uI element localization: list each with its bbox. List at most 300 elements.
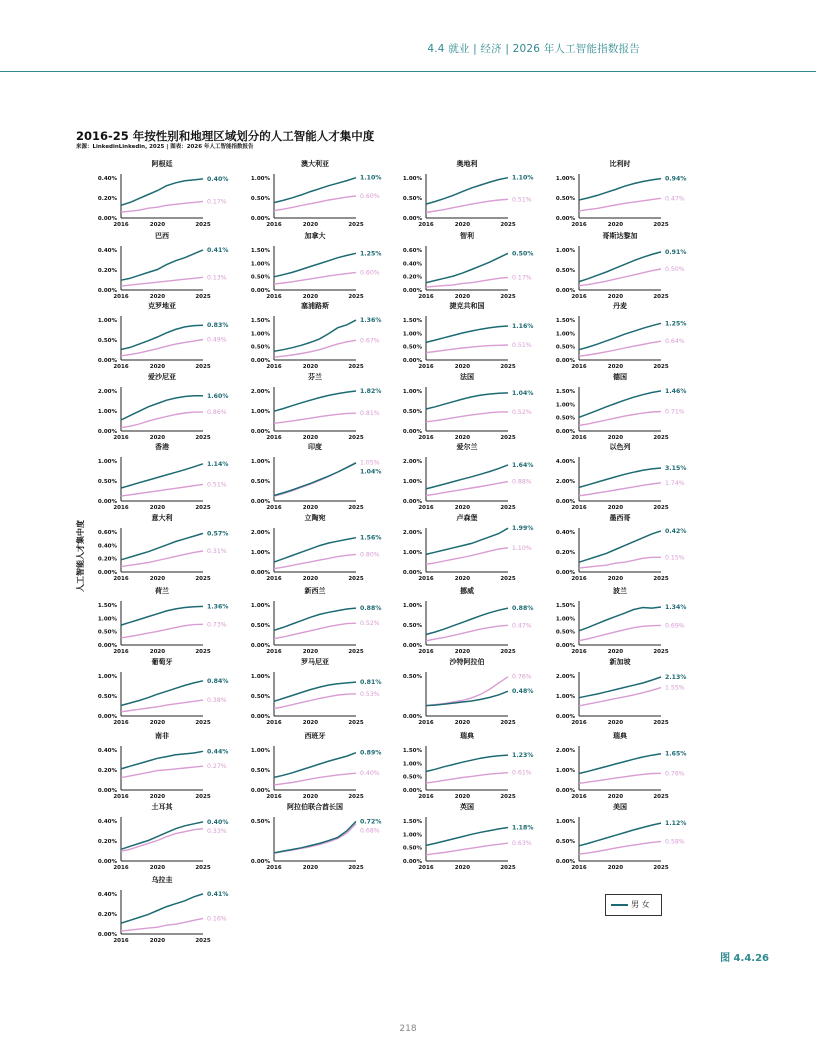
y-tick-label: 0.50% xyxy=(250,694,270,700)
x-tick-label: 2016 xyxy=(571,576,587,582)
x-tick-label: 2025 xyxy=(348,505,364,511)
y-tick-label: 0.20% xyxy=(97,556,117,563)
x-tick-label: 2025 xyxy=(653,435,669,441)
data-label-female: 0.71% xyxy=(665,408,685,416)
y-tick-label: 0.50% xyxy=(250,623,270,629)
data-label-female: 0.49% xyxy=(207,336,227,344)
y-tick-label: 0.50% xyxy=(402,409,422,415)
y-tick-label: 1.00% xyxy=(555,331,575,338)
y-tick-label: 1.00% xyxy=(250,331,270,338)
y-tick-label: 1.00% xyxy=(402,479,422,485)
y-tick-label: 1.00% xyxy=(250,176,270,182)
data-label-male: 0.50% xyxy=(512,250,534,258)
series-line-female xyxy=(274,196,356,211)
x-tick-label: 2025 xyxy=(195,794,211,800)
x-tick-label: 2016 xyxy=(571,364,587,370)
panel-title: 南非 xyxy=(155,732,169,740)
y-tick-label: 1.00% xyxy=(402,389,422,395)
series-line-male xyxy=(274,538,356,562)
series-line-male xyxy=(426,393,508,409)
x-tick-label: 2016 xyxy=(113,576,129,582)
x-tick-label: 2025 xyxy=(195,435,211,441)
series-line-male xyxy=(579,252,661,282)
panel-title: 乌拉圭 xyxy=(151,876,173,884)
x-tick-label: 2016 xyxy=(418,364,434,370)
y-tick-label: 1.00% xyxy=(555,694,575,700)
legend-line-swatch xyxy=(611,904,628,906)
y-tick-label: 0.20% xyxy=(97,912,117,918)
chart-panel xyxy=(403,301,534,370)
y-tick-label: 0.50% xyxy=(555,268,575,274)
x-tick-label: 2025 xyxy=(653,649,669,655)
x-tick-label: 2020 xyxy=(607,865,624,871)
x-tick-label: 2025 xyxy=(348,435,364,441)
series-line-male xyxy=(579,323,661,349)
y-tick-label: 0.00% xyxy=(402,358,422,364)
panel-title: 阿拉伯联合酋长国 xyxy=(287,803,343,811)
y-tick-label: 0.40% xyxy=(97,543,117,550)
data-label-male: 0.88% xyxy=(360,605,382,613)
x-tick-label: 2020 xyxy=(607,222,624,228)
x-tick-label: 2020 xyxy=(302,505,319,511)
data-label-male: 0.57% xyxy=(207,530,229,538)
data-label-male: 1.18% xyxy=(512,824,534,832)
series-line-male xyxy=(426,691,508,705)
data-label-female: 0.51% xyxy=(207,481,227,489)
panel-title: 奥地利 xyxy=(456,160,478,168)
y-tick-label: 0.20% xyxy=(97,768,117,774)
data-label-female: 0.67% xyxy=(360,337,380,345)
series-line-male xyxy=(426,465,508,489)
series-line-male xyxy=(274,463,356,496)
y-tick-label: 0.00% xyxy=(402,499,422,505)
y-tick-label: 1.50% xyxy=(555,318,575,324)
x-tick-label: 2020 xyxy=(607,576,624,582)
data-label-male: 0.91% xyxy=(665,248,687,256)
y-tick-label: 0.50% xyxy=(555,344,575,351)
panel-title: 捷克共和国 xyxy=(449,302,485,310)
x-tick-label: 2025 xyxy=(195,364,211,370)
x-tick-label: 2016 xyxy=(418,505,434,511)
series-line-female xyxy=(121,918,203,931)
page-number: 218 xyxy=(399,1024,417,1034)
series-line-male xyxy=(579,607,661,631)
series-line-male xyxy=(121,894,203,923)
data-label-male: 1.36% xyxy=(207,603,229,611)
data-label-female: 0.76% xyxy=(665,770,685,778)
data-label-male: 1.82% xyxy=(360,387,382,395)
series-line-male xyxy=(426,528,508,554)
chart-panel xyxy=(98,231,229,300)
data-label-male: 0.42% xyxy=(665,527,687,535)
series-line-female xyxy=(579,412,661,426)
x-tick-label: 2025 xyxy=(500,649,516,655)
series-line-female xyxy=(426,278,508,288)
x-tick-label: 2020 xyxy=(302,794,319,800)
y-tick-label: 1.00% xyxy=(97,616,117,623)
x-tick-label: 2016 xyxy=(418,794,434,800)
x-tick-label: 2020 xyxy=(149,364,166,370)
data-label-female: 0.15% xyxy=(665,554,685,562)
series-line-male xyxy=(274,821,356,852)
x-tick-label: 2020 xyxy=(302,865,319,871)
y-tick-label: 1.00% xyxy=(555,768,575,774)
data-label-male: 1.04% xyxy=(360,468,382,476)
panel-title: 克罗地亚 xyxy=(148,302,176,310)
y-tick-label: 0.50% xyxy=(97,694,117,700)
x-tick-label: 2025 xyxy=(500,435,516,441)
series-line-male xyxy=(426,755,508,771)
series-line-male xyxy=(426,608,508,634)
y-tick-label: 0.20% xyxy=(97,268,117,274)
x-tick-label: 2025 xyxy=(348,720,364,726)
y-tick-label: 0.50% xyxy=(250,819,270,825)
series-line-female xyxy=(579,688,661,706)
y-tick-label: 0.20% xyxy=(555,550,575,556)
chart-panel xyxy=(251,301,382,370)
y-tick-label: 2.00% xyxy=(402,459,422,465)
y-tick-label: 0.20% xyxy=(402,274,422,281)
x-tick-label: 2016 xyxy=(571,505,587,511)
x-tick-label: 2025 xyxy=(500,364,516,370)
y-tick-label: 0.50% xyxy=(555,196,575,202)
x-tick-label: 2025 xyxy=(500,294,516,300)
x-tick-label: 2025 xyxy=(195,938,211,944)
y-tick-label: 0.50% xyxy=(555,629,575,636)
y-tick-label: 0.00% xyxy=(97,932,117,938)
series-line-female xyxy=(579,483,661,496)
x-tick-label: 2020 xyxy=(302,435,319,441)
legend xyxy=(605,894,662,916)
x-tick-label: 2016 xyxy=(571,865,587,871)
y-tick-label: 0.00% xyxy=(555,859,575,865)
series-line-female xyxy=(121,201,203,212)
chart-panel xyxy=(98,442,229,511)
x-tick-label: 2020 xyxy=(149,938,166,944)
x-tick-label: 2020 xyxy=(454,794,471,800)
chart-panel xyxy=(403,442,534,511)
data-label-female: 0.68% xyxy=(360,827,380,835)
x-tick-label: 2016 xyxy=(266,364,282,370)
y-tick-label: 0.50% xyxy=(97,479,117,485)
data-label-female: 0.69% xyxy=(665,622,685,630)
y-tick-label: 1.00% xyxy=(402,603,422,609)
panel-title: 爱尔兰 xyxy=(456,443,478,451)
x-tick-label: 2020 xyxy=(149,294,166,300)
y-tick-label: 0.00% xyxy=(250,788,270,794)
series-line-female xyxy=(274,694,356,709)
panel-title: 瑞典 xyxy=(613,732,627,740)
series-line-male xyxy=(121,751,203,769)
x-tick-label: 2025 xyxy=(348,576,364,582)
chart-panel xyxy=(251,586,382,655)
y-tick-label: 1.50% xyxy=(555,603,575,609)
data-label-male: 1.25% xyxy=(360,250,382,258)
data-label-male: 1.12% xyxy=(665,820,687,828)
series-line-female xyxy=(121,624,203,638)
series-line-female xyxy=(426,345,508,353)
x-tick-label: 2025 xyxy=(653,364,669,370)
chart-panel xyxy=(556,586,687,655)
chart-panel xyxy=(403,657,534,726)
x-tick-label: 2020 xyxy=(149,865,166,871)
series-line-male xyxy=(579,391,661,417)
panel-title: 波兰 xyxy=(613,587,627,595)
panel-title: 塞浦路斯 xyxy=(301,302,329,310)
data-label-male: 0.40% xyxy=(207,175,229,183)
x-tick-label: 2020 xyxy=(607,649,624,655)
y-tick-label: 1.00% xyxy=(555,616,575,623)
x-tick-label: 2025 xyxy=(500,794,516,800)
x-tick-label: 2020 xyxy=(149,505,166,511)
series-line-male xyxy=(579,677,661,698)
x-tick-label: 2020 xyxy=(607,720,624,726)
y-tick-label: 0.20% xyxy=(97,196,117,202)
x-tick-label: 2016 xyxy=(113,938,129,944)
series-line-male xyxy=(121,396,203,420)
data-label-female: 0.76% xyxy=(512,673,532,681)
x-tick-label: 2020 xyxy=(302,294,319,300)
y-tick-label: 2.00% xyxy=(97,389,117,395)
x-tick-label: 2025 xyxy=(195,576,211,582)
y-tick-label: 1.00% xyxy=(97,674,117,680)
series-line-male xyxy=(579,754,661,774)
chart-panel xyxy=(403,372,534,441)
series-line-female xyxy=(426,199,508,212)
y-tick-label: 0.00% xyxy=(250,643,270,649)
y-tick-label: 0.40% xyxy=(402,261,422,268)
y-tick-label: 0.00% xyxy=(402,788,422,794)
data-label-female: 0.52% xyxy=(360,620,380,628)
y-tick-label: 0.00% xyxy=(97,643,117,649)
series-line-female xyxy=(579,198,661,211)
y-tick-label: 1.00% xyxy=(250,674,270,680)
y-tick-label: 0.00% xyxy=(555,499,575,505)
chart-title: 2016-25 年按性别和地理区域划分的人工智能人才集中度 xyxy=(76,129,375,143)
x-tick-label: 2025 xyxy=(195,649,211,655)
series-line-male xyxy=(274,178,356,203)
data-label-female: 0.53% xyxy=(360,690,380,698)
series-line-female xyxy=(426,773,508,783)
data-label-male: 1.14% xyxy=(207,460,229,468)
panel-title: 西班牙 xyxy=(304,732,326,740)
legend-label: 男 女 xyxy=(631,900,650,909)
x-tick-label: 2016 xyxy=(266,794,282,800)
panel-title: 印度 xyxy=(308,443,322,451)
data-label-female: 0.47% xyxy=(665,195,685,203)
chart-panel xyxy=(556,442,687,511)
x-tick-label: 2016 xyxy=(266,435,282,441)
data-label-male: 3.15% xyxy=(665,465,687,472)
y-tick-label: 0.00% xyxy=(402,429,422,435)
panel-title: 爱沙尼亚 xyxy=(148,373,176,381)
panel-title: 新西兰 xyxy=(304,587,326,595)
chart-panel xyxy=(251,731,382,800)
y-tick-label: 1.00% xyxy=(250,550,270,556)
x-tick-label: 2025 xyxy=(195,720,211,726)
panel-title: 香港 xyxy=(155,443,169,451)
panel-title: 墨西哥 xyxy=(609,514,631,522)
x-tick-label: 2020 xyxy=(607,294,624,300)
data-label-female: 0.38% xyxy=(207,697,227,705)
y-tick-label: 0.40% xyxy=(555,530,575,536)
x-tick-label: 2025 xyxy=(653,720,669,726)
panel-title: 意大利 xyxy=(151,514,173,522)
data-label-female: 0.60% xyxy=(360,269,380,277)
x-tick-label: 2025 xyxy=(500,865,516,871)
x-tick-label: 2025 xyxy=(348,649,364,655)
y-tick-label: 0.50% xyxy=(97,338,117,344)
x-tick-label: 2016 xyxy=(418,576,434,582)
chart-panel xyxy=(556,657,687,726)
y-tick-label: 0.00% xyxy=(402,859,422,865)
y-tick-label: 1.00% xyxy=(250,409,270,415)
y-tick-label: 1.00% xyxy=(402,176,422,182)
series-line-male xyxy=(121,464,203,488)
x-tick-label: 2020 xyxy=(454,865,471,871)
chart-panel xyxy=(98,802,229,871)
series-line-male xyxy=(121,250,203,280)
y-tick-label: 0.40% xyxy=(97,748,117,754)
series-line-female xyxy=(121,340,203,356)
y-tick-label: 0.00% xyxy=(97,499,117,505)
x-tick-label: 2016 xyxy=(113,720,129,726)
series-line-female xyxy=(426,548,508,565)
x-tick-label: 2025 xyxy=(348,794,364,800)
y-tick-label: 0.00% xyxy=(555,643,575,649)
chart-panel xyxy=(98,372,229,441)
data-label-male: 0.44% xyxy=(207,748,229,756)
y-tick-label: 0.50% xyxy=(250,479,270,485)
series-line-female xyxy=(121,829,203,852)
y-tick-label: 0.00% xyxy=(555,358,575,364)
x-tick-label: 2025 xyxy=(348,222,364,228)
x-tick-label: 2025 xyxy=(653,576,669,582)
chart-panel xyxy=(403,802,534,871)
y-tick-label: 0.00% xyxy=(555,570,575,576)
y-tick-label: 2.00% xyxy=(250,530,270,536)
data-label-male: 0.48% xyxy=(512,688,534,696)
y-tick-label: 0.00% xyxy=(555,788,575,794)
chart-panel xyxy=(403,231,534,300)
x-tick-label: 2020 xyxy=(302,576,319,582)
chart-panel xyxy=(98,159,229,228)
y-tick-label: 1.00% xyxy=(97,318,117,324)
series-line-male xyxy=(426,828,508,846)
series-line-male xyxy=(121,533,203,559)
y-tick-label: 1.00% xyxy=(402,331,422,338)
x-tick-label: 2016 xyxy=(571,794,587,800)
x-tick-label: 2020 xyxy=(302,720,319,726)
panel-title: 卢森堡 xyxy=(456,514,478,522)
data-label-female: 0.63% xyxy=(512,840,532,848)
y-tick-label: 0.00% xyxy=(402,288,422,294)
data-label-female: 0.13% xyxy=(207,274,227,282)
panel-title: 沙特阿拉伯 xyxy=(449,658,485,666)
x-tick-label: 2020 xyxy=(149,794,166,800)
x-tick-label: 2016 xyxy=(571,649,587,655)
x-tick-label: 2020 xyxy=(149,222,166,228)
data-label-male: 2.13% xyxy=(665,673,687,681)
y-tick-label: 0.00% xyxy=(250,499,270,505)
panel-title: 立陶宛 xyxy=(304,514,326,522)
panel-title: 葡萄牙 xyxy=(151,658,173,666)
x-tick-label: 2025 xyxy=(500,720,516,726)
chart-panel xyxy=(98,586,229,655)
data-label-male: 1.56% xyxy=(360,534,382,542)
y-tick-label: 0.00% xyxy=(555,216,575,222)
x-tick-label: 2016 xyxy=(418,649,434,655)
x-tick-label: 2025 xyxy=(500,576,516,582)
panel-title: 土耳其 xyxy=(151,803,173,811)
x-tick-label: 2016 xyxy=(571,720,587,726)
figure-label: 图 4.4.26 xyxy=(720,953,769,964)
data-label-female: 0.40% xyxy=(360,770,380,778)
data-label-male: 1.25% xyxy=(665,320,687,328)
x-tick-label: 2016 xyxy=(571,222,587,228)
series-line-male xyxy=(274,682,356,701)
x-tick-label: 2025 xyxy=(653,794,669,800)
y-tick-label: 0.60% xyxy=(97,530,117,536)
y-tick-label: 1.00% xyxy=(402,832,422,839)
data-label-male: 0.94% xyxy=(665,175,687,183)
chart-panel xyxy=(403,513,534,582)
data-label-male: 1.04% xyxy=(512,389,534,397)
chart-source: 来源：LinkedinLinkedin, 2025 | 图表：2026 年人工智能指数报告 xyxy=(76,144,254,150)
data-label-male: 1.34% xyxy=(665,603,687,611)
x-tick-label: 2020 xyxy=(454,576,471,582)
data-label-female: 0.60% xyxy=(360,193,380,200)
y-tick-label: 1.50% xyxy=(250,318,270,324)
chart-panel xyxy=(98,875,229,944)
chart-panel xyxy=(251,657,382,726)
panel-title: 加拿大 xyxy=(304,232,326,240)
x-tick-label: 2016 xyxy=(418,865,434,871)
x-tick-label: 2016 xyxy=(266,505,282,511)
y-tick-label: 0.00% xyxy=(402,216,422,222)
data-label-female: 0.81% xyxy=(360,410,380,418)
data-label-female: 0.51% xyxy=(512,342,532,350)
x-tick-label: 2020 xyxy=(302,649,319,655)
y-tick-label: 0.50% xyxy=(555,839,575,845)
y-tick-label: 1.00% xyxy=(402,550,422,556)
y-tick-label: 0.00% xyxy=(555,714,575,720)
data-label-male: 0.81% xyxy=(360,679,382,687)
y-tick-label: 0.50% xyxy=(97,629,117,636)
series-line-female xyxy=(579,341,661,356)
x-tick-label: 2016 xyxy=(113,294,129,300)
data-label-female: 1.05% xyxy=(360,459,380,467)
series-line-female xyxy=(426,843,508,855)
x-tick-label: 2020 xyxy=(454,435,471,441)
data-label-female: 0.88% xyxy=(512,478,532,486)
data-label-female: 0.17% xyxy=(207,198,227,206)
series-line-female xyxy=(121,551,203,567)
x-tick-label: 2020 xyxy=(454,649,471,655)
series-line-female xyxy=(274,824,356,854)
series-line-male xyxy=(274,608,356,630)
y-tick-label: 0.00% xyxy=(97,570,117,576)
y-tick-label: 1.00% xyxy=(555,248,575,254)
series-line-male xyxy=(274,320,356,351)
y-tick-label: 0.00% xyxy=(97,358,117,364)
chart-panel xyxy=(556,513,687,582)
x-tick-label: 2025 xyxy=(195,222,211,228)
series-line-female xyxy=(274,413,356,423)
y-tick-label: 1.00% xyxy=(250,748,270,754)
running-header: 4.4 就业 | 经济 | 2026 年人工智能指数报告 xyxy=(427,43,640,55)
chart-panel xyxy=(556,802,687,871)
